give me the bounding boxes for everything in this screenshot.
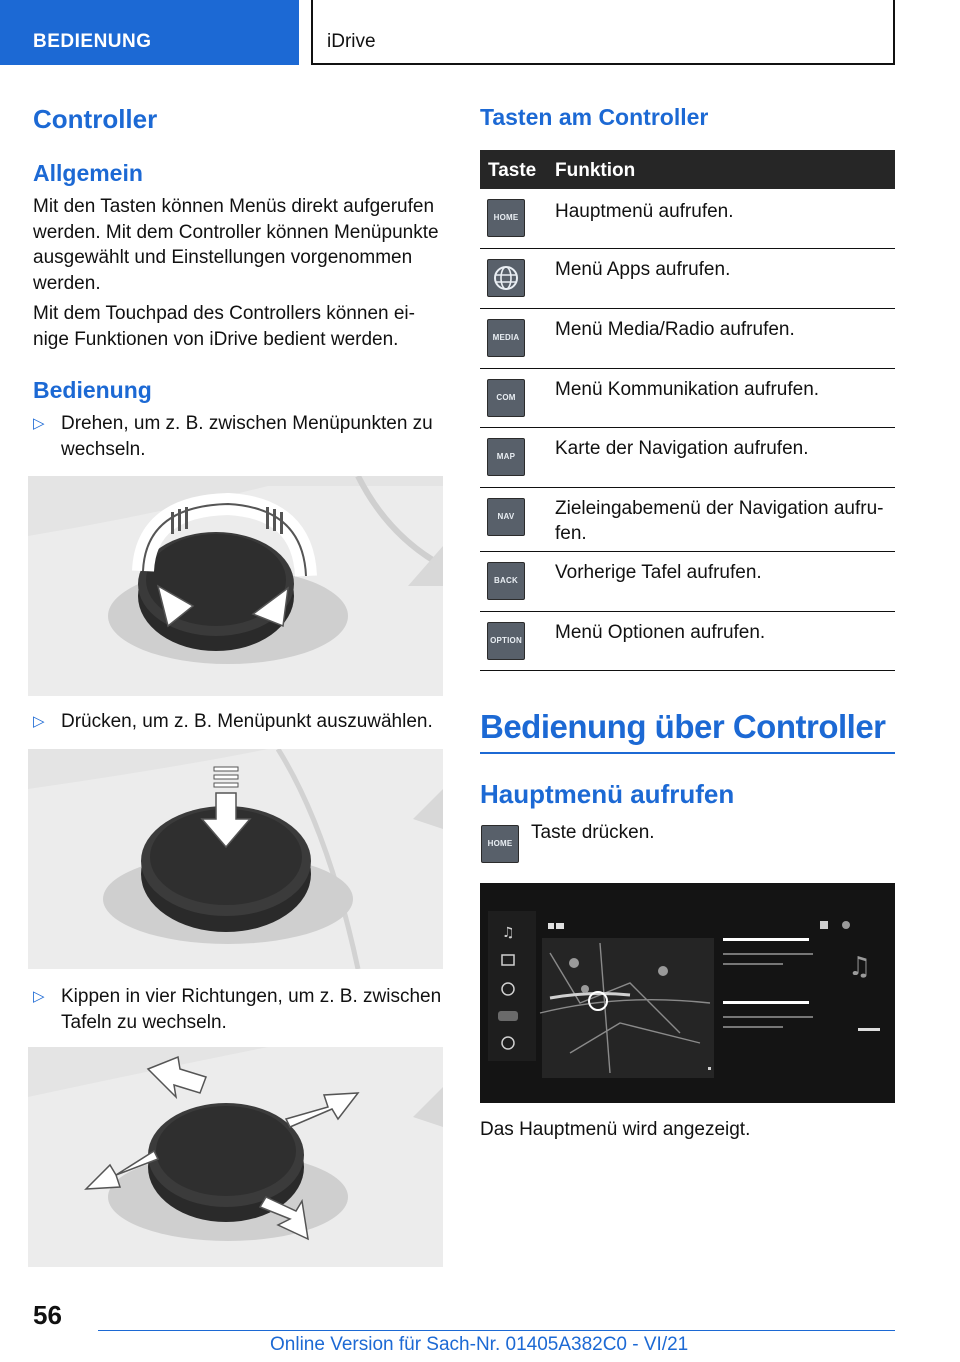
tasten-title: Tasten am Controller xyxy=(480,104,709,130)
table-header-funktion: Funktion xyxy=(555,160,636,181)
section-title-underline xyxy=(480,752,895,754)
com-key-icon: COM xyxy=(487,379,525,417)
table-row: MAP Karte der Navigation aufrufen. xyxy=(480,428,895,488)
option-key-icon: OPTION xyxy=(487,622,525,660)
home-key-icon: HOME xyxy=(487,199,525,237)
svg-text:♫: ♫ xyxy=(502,925,515,941)
footer-text: Online Version für Sach-Nr. 01405A382C0 - VI/21 xyxy=(270,1334,689,1355)
figure-controller-tilt xyxy=(28,1047,443,1267)
home-key-icon: HOME xyxy=(481,825,519,863)
figure-controller-rotate xyxy=(28,476,443,696)
media-key-icon: MEDIA xyxy=(487,319,525,357)
table-row: HOME Hauptmenü aufrufen. xyxy=(480,189,895,249)
header-chapter-box xyxy=(311,0,895,65)
bedienung-heading: Bedienung xyxy=(33,377,152,403)
bullet-triangle-icon: ▷ xyxy=(33,713,45,730)
svg-text:♫: ♫ xyxy=(848,952,872,982)
allgemein-heading: Allgemein xyxy=(33,160,143,186)
controller-title: Controller xyxy=(33,104,158,134)
table-header xyxy=(480,150,895,189)
bullet-triangle-icon: ▷ xyxy=(33,415,45,432)
allgemein-para-1: Mit den Tasten können Menüs direkt aufgerufen werden. Mit dem Controller können Menüpunkte ausgewählt und Einstellungen vorgenommen werden. xyxy=(33,196,439,294)
header-section-tab xyxy=(0,0,299,65)
globe-icon xyxy=(488,260,524,296)
hauptmenue-heading: Hauptmenü aufrufen xyxy=(480,779,735,809)
table-row: OPTION Menü Optionen aufrufen. xyxy=(480,612,895,671)
table-row: MEDIA Menü Media/Radio aufrufen. xyxy=(480,309,895,369)
table-row: COM Menü Kommunikation aufrufen. xyxy=(480,369,895,428)
header-chapter-label: iDrive xyxy=(327,31,376,52)
table-header-taste: Taste xyxy=(488,160,537,181)
table-row: Menü Apps aufrufen. xyxy=(480,249,895,309)
idrive-main-menu-screen xyxy=(480,883,895,1103)
nav-key-icon: NAV xyxy=(487,498,525,536)
table-row: BACK Vorherige Tafel aufrufen. xyxy=(480,552,895,612)
allgemein-para-2: Mit dem Touchpad des Controllers können ei‐ nige Funktionen von iDrive bedient werden. xyxy=(33,303,415,350)
back-key-icon: BACK xyxy=(487,562,525,600)
section-title-bedienung-ueber-controller: Bedienung über Controller xyxy=(480,708,886,745)
map-key-icon: MAP xyxy=(487,438,525,476)
bullet-triangle-icon: ▷ xyxy=(33,988,45,1005)
table-row: NAV Zieleingabemenü der Navigation aufru‐ fen. xyxy=(480,488,895,552)
footer-divider xyxy=(98,1330,895,1331)
step-text: Taste drücken. xyxy=(531,822,655,843)
screen-caption: Das Hauptmenü wird angezeigt. xyxy=(480,1119,751,1140)
figure-controller-press xyxy=(28,749,443,969)
page-number: 56 xyxy=(33,1300,62,1330)
header-section-label: BEDIENUNG xyxy=(33,31,152,52)
apps-key-icon xyxy=(487,259,525,297)
